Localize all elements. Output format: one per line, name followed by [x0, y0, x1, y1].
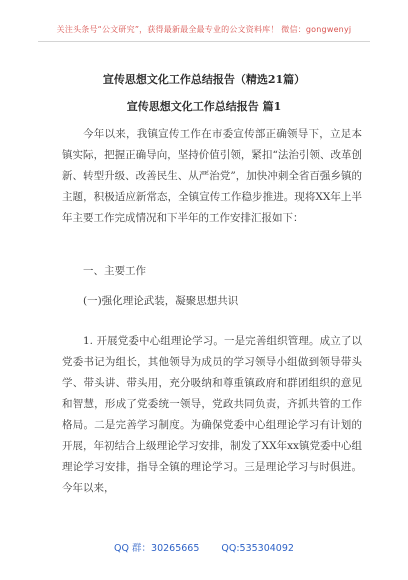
sub-heading: (一)强化理论武装，凝聚思想共识 — [83, 295, 239, 307]
footer-qq-personal: QQ:535304092 — [221, 543, 294, 554]
footer-contact — [0, 540, 408, 554]
intro-paragraph: 今年以来，我镇宣传工作在市委宣传部正确领导下，立足本镇实际，把握正确导向，坚持价值引领，紧扣“法治引领、改革创新、转型升级、改善民生、从严治党”，加快冲刺全省百强乡镇的主题，积极适应新常态，全镇宣传工作稳步推进。现将XX年上半年主要工作完成情况和下半年的工作安排汇报如下： — [62, 128, 362, 224]
document-title: 宣传思想文化工作总结报告（精选21篇） — [102, 73, 306, 86]
section-title: 宣传思想文化工作总结报告 篇1 — [126, 100, 282, 113]
footer-qq-group: QQ 群：30265665 — [114, 543, 200, 554]
header-banner: 关注头条号“公文研究”，获得最新最全最专业的公文资料库！ 微信：gongwenyj — [56, 25, 352, 34]
header-divider — [38, 41, 370, 42]
main-heading: 一、主要工作 — [83, 265, 146, 277]
item-paragraph: 1. 开展党委中心组理论学习。一是完善组织管理。成立了以党委书记为组长，其他领导为成员的学习领导小组做到领导带头学、带头讲、带头用，充分吸纳和尊重镇政府和群团组织的意见和智慧，形成了党委统一领导，党政共同负责，齐抓共管的工作格局。二是完善学习制度。为确保党委中心组理论学习有计划的开展，年初结合上级理论学习安排，制发了XX年xx镇党委中心组理论学习安排，指导全镇的理论学习。三是理论学习与时俱进。今年以来， — [62, 335, 362, 494]
